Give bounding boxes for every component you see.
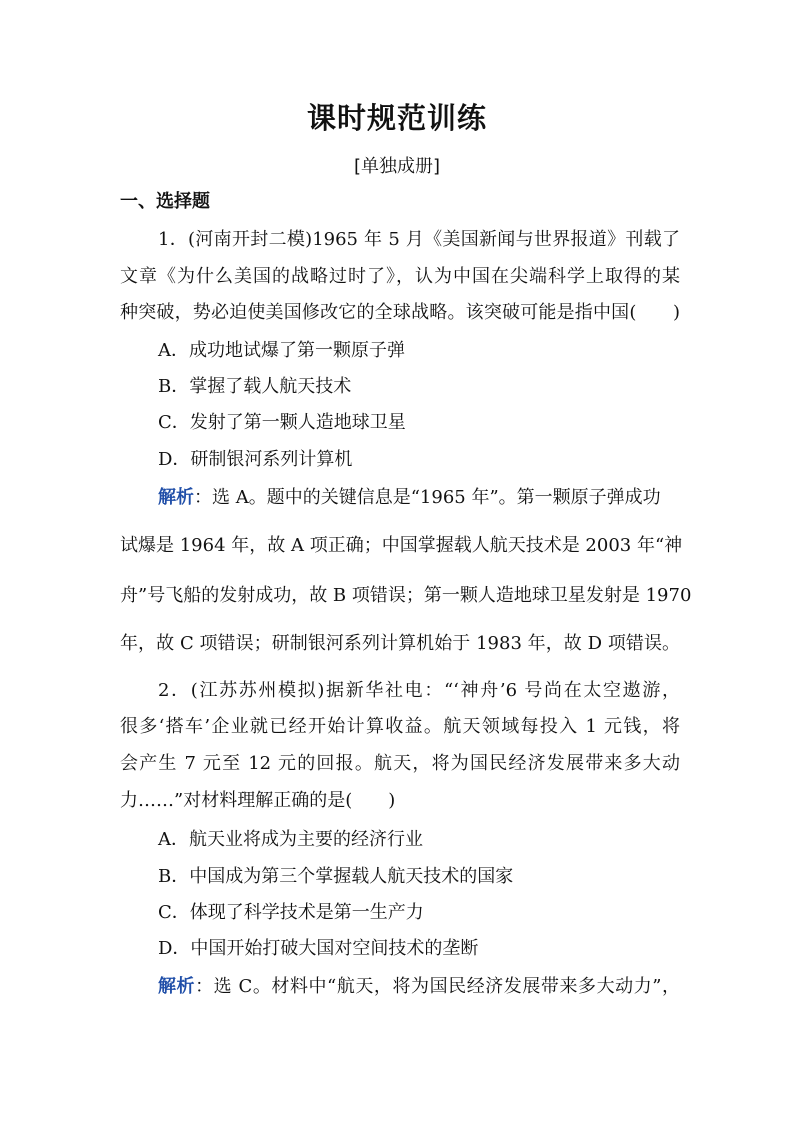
question-2-analysis-line-1 — [158, 975, 680, 999]
question-1-option-a: A．成功地试爆了第一颗原子弹 — [158, 340, 405, 361]
question-1-line-3: 种突破，势必迫使美国修改它的全球战略。该突破可能是指中国( ) — [120, 302, 680, 323]
question-2-line-3: 会产生 7 元至 12 元的回报。航天，将为国民经济发展带来多大动 — [120, 753, 680, 774]
question-1-line-2: 文章《为什么美国的战略过时了》，认为中国在尖端科学上取得的某 — [120, 266, 680, 287]
question-2-option-a: A．航天业将成为主要的经济行业 — [158, 829, 423, 850]
analysis-label: 解析 — [158, 976, 196, 997]
question-1-option-b: B．掌握了载人航天技术 — [158, 376, 352, 397]
page-title: 课时规范训练 — [306, 101, 487, 135]
question-1-analysis-line-1 — [158, 486, 680, 510]
question-1-analysis-line-2: 试爆是 1964 年，故 A 项正确；中国掌握载人航天技术是 2003 年“神 — [120, 535, 683, 556]
question-2-option-b: B．中国成为第三个掌握载人航天技术的国家 — [158, 866, 514, 887]
question-1-option-c: C．发射了第一颗人造地球卫星 — [158, 412, 406, 433]
analysis-text: ：选 C。材料中“航天，将为国民经济发展带来多大动力”， — [195, 976, 681, 997]
analysis-label: 解析 — [158, 487, 194, 508]
question-1-analysis-line-3: 舟”号飞船的发射成功，故 B 项错误；第一颗人造地球卫星发射是 1970 — [120, 585, 692, 606]
question-1-analysis-line-4: 年，故 C 项错误；研制银河系列计算机始于 1983 年，故 D 项错误。 — [120, 633, 680, 654]
section-heading: 一、选择题 — [120, 191, 210, 212]
question-2-line-4: 力……”对材料理解正确的是( ) — [120, 790, 396, 811]
page-subtitle: [单独成册] — [353, 156, 441, 177]
analysis-text: ：选 A。题中的关键信息是“1965 年”。第一颗原子弹成功 — [194, 487, 661, 508]
question-2-line-1: 2．(江苏苏州模拟)据新华社电：“‘神舟’6 号尚在太空遨游， — [158, 680, 680, 701]
question-1-line-1: 1．(河南开封二模)1965 年 5 月《美国新闻与世界报道》刊载了 — [158, 229, 680, 250]
question-1-option-d: D．研制银河系列计算机 — [158, 449, 353, 470]
question-2-option-d: D．中国开始打破大国对空间技术的垄断 — [158, 938, 479, 959]
question-2-line-2: 很多‘搭车’企业就已经开始计算收益。航天领域每投入 1 元钱，将 — [120, 716, 680, 737]
question-2-option-c: C．体现了科学技术是第一生产力 — [158, 902, 424, 923]
